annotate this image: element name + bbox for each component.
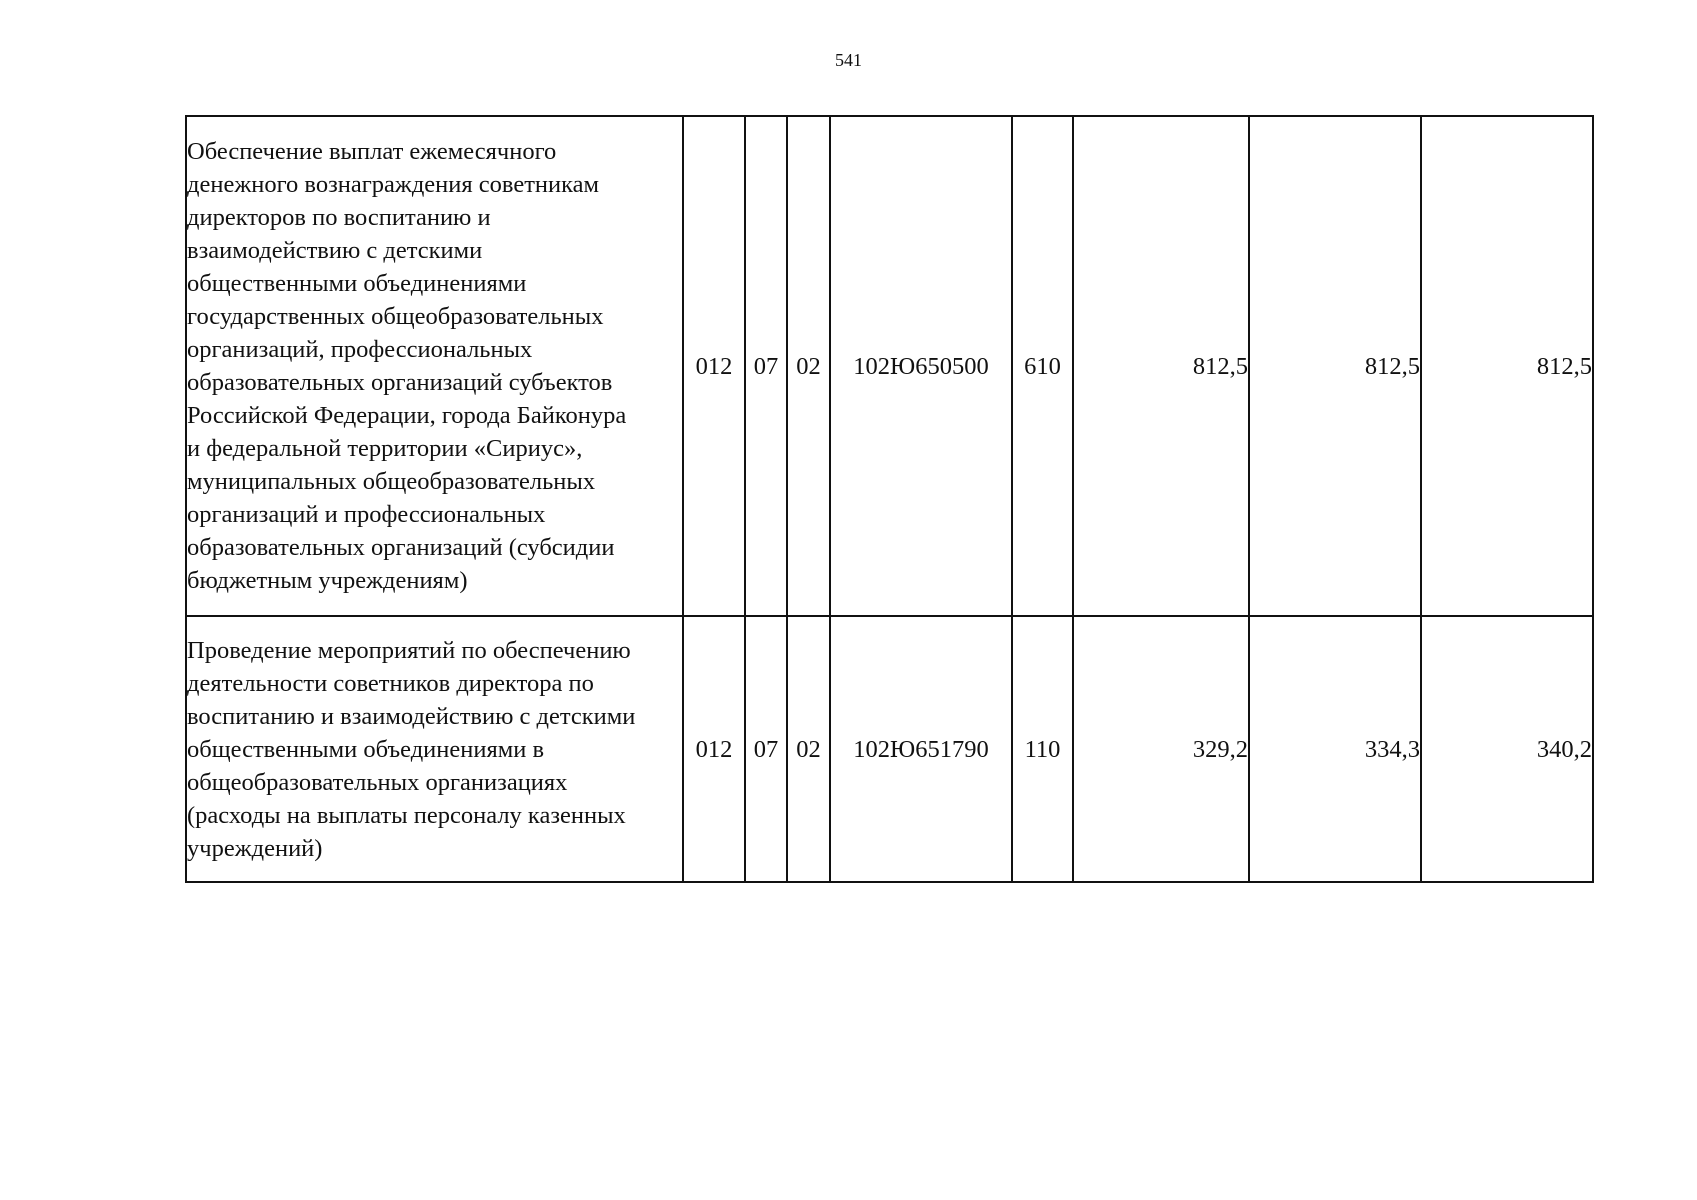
ministry-code: 012 — [683, 116, 745, 616]
ministry-code: 012 — [683, 616, 745, 882]
subsection-code: 02 — [787, 116, 830, 616]
amount-year-3: 340,2 — [1421, 616, 1593, 882]
amount-year-1: 812,5 — [1073, 116, 1249, 616]
section-code: 07 — [745, 116, 787, 616]
section-code: 07 — [745, 616, 787, 882]
amount-year-2: 812,5 — [1249, 116, 1421, 616]
amount-year-2: 334,3 — [1249, 616, 1421, 882]
target-article-code: 102Ю651790 — [830, 616, 1012, 882]
subsection-code: 02 — [787, 616, 830, 882]
expense-description: Обеспечение выплат ежемесячного денежного вознаграждения советникам директоров по воспитанию и взаимодействию с детскими общественными объединениями государственных общеобразовательных организаций, профессиональных образовательных организаций субъектов Российской Федерации, города Байконура и федеральной территории «Сириус», муниципальных общеобразовательных организаций и профессиональных образовательных организаций (субсидии бюджетным учреждениям) — [186, 116, 683, 616]
expense-description: Проведение мероприятий по обеспечению деятельности советников директора по воспитанию и взаимодействию с детскими общественными объединениями в общеобразовательных организациях (расходы на выплаты персоналу казенных учреждений) — [186, 616, 683, 882]
budget-table — [185, 115, 1594, 883]
amount-year-1: 329,2 — [1073, 616, 1249, 882]
amount-year-3: 812,5 — [1421, 116, 1593, 616]
table-row — [186, 616, 1593, 882]
expense-type-code: 110 — [1012, 616, 1073, 882]
target-article-code: 102Ю650500 — [830, 116, 1012, 616]
table-row — [186, 116, 1593, 616]
page-number: 541 — [835, 50, 862, 70]
expense-type-code: 610 — [1012, 116, 1073, 616]
